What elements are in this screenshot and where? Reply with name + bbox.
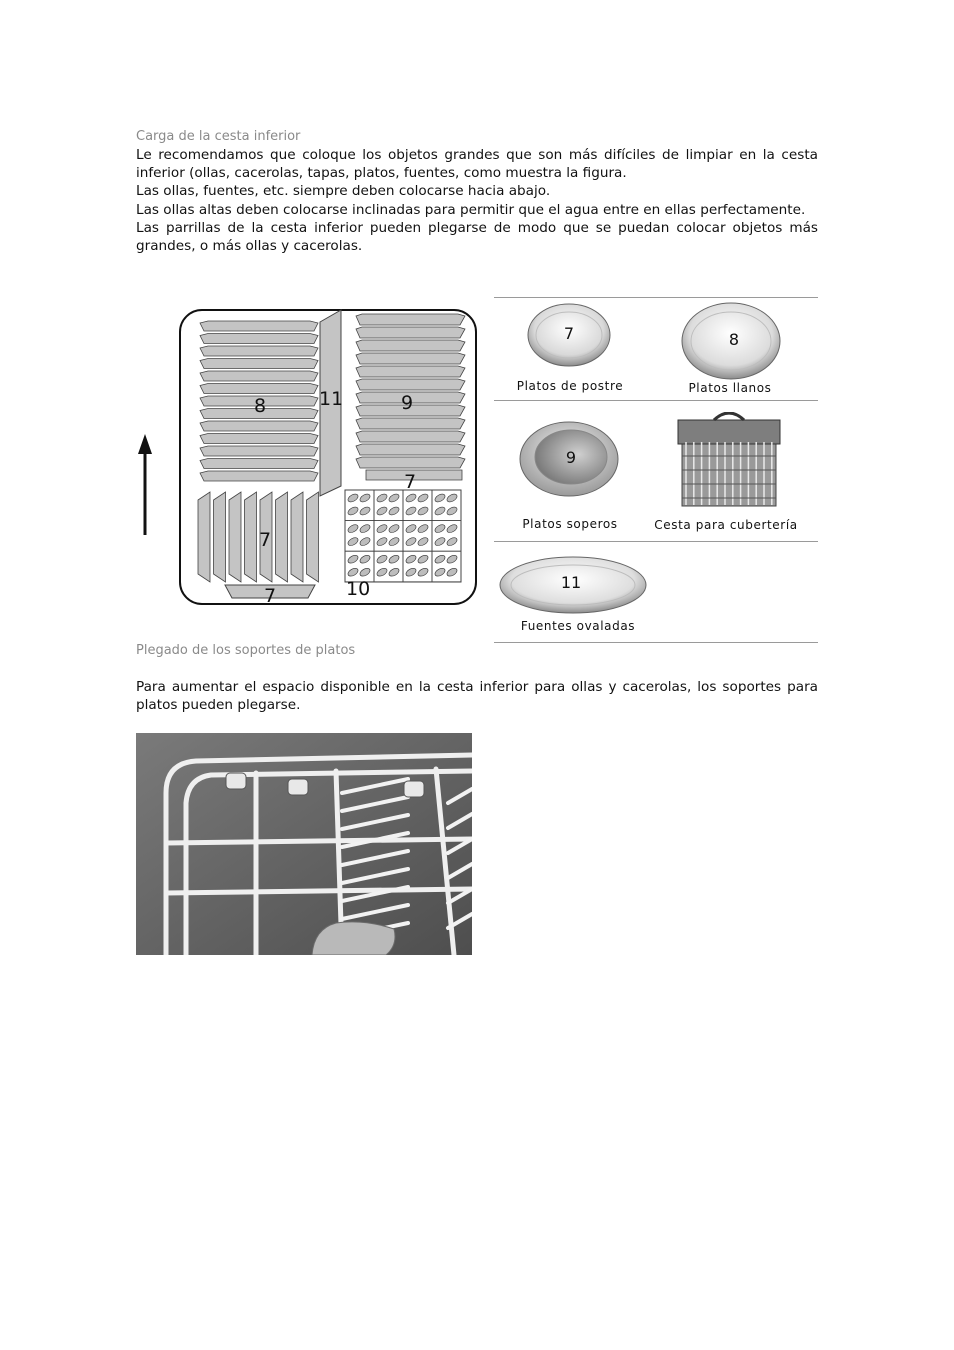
section-title-loading: Carga de la cesta inferior [136, 129, 301, 144]
legend-label-platter: Fuentes ovaladas [520, 619, 636, 633]
rack-photo [136, 733, 472, 955]
legend-number: 7 [563, 324, 575, 343]
plate-shape [200, 346, 318, 356]
plate-shape [200, 321, 318, 331]
cutlery-basket-icon [674, 412, 784, 510]
folding-paragraph [136, 678, 818, 714]
plate-shape [356, 366, 465, 377]
label-plates-9: 9 [401, 392, 414, 414]
plate-shape [200, 384, 318, 394]
legend-label-dessert: Platos de postre [516, 379, 624, 393]
legend-label-soup: Platos soperos [522, 517, 618, 531]
plate-shape [291, 492, 303, 582]
plate-shape [214, 492, 226, 582]
paragraph-line: Para aumentar el espacio disponible en la cesta inferior para ollas y cacerolas, los soportes para platos pueden plegarse. [136, 679, 818, 714]
label-dessert-top-7: 7 [404, 471, 417, 493]
plate-shape [356, 457, 465, 468]
plate-shape [356, 431, 465, 442]
plate-shape [356, 340, 465, 351]
legend-number: 9 [565, 448, 577, 467]
plate-shape [198, 492, 210, 582]
plate-shape [200, 334, 318, 344]
dessert-plate-icon [524, 302, 614, 368]
paragraph-line: Las ollas altas deben colocarse inclinadas para permitir que el agua entre en ellas perfectamente. [136, 201, 806, 218]
label-cutlery-10: 10 [346, 578, 371, 600]
soup-plate-icon [519, 417, 619, 497]
label-front-7: 7 [264, 585, 277, 607]
legend-number: 11 [560, 573, 582, 592]
plate-shape [200, 459, 318, 469]
plate-shape [356, 327, 465, 338]
plate-shape [200, 421, 318, 431]
plate-shape [200, 359, 318, 369]
plate-shape [307, 492, 319, 582]
label-dessert-7: 7 [259, 529, 272, 551]
table-rule [494, 541, 818, 542]
plate-shape [200, 471, 318, 481]
legend-table [494, 297, 818, 643]
paragraph-line: Le recomendamos que coloque los objetos grandes que son más difíciles de limpiar en la cesta inferior (ollas, cacerolas, tapas, platos, fuentes, como muestra la figura. [136, 147, 818, 182]
lower-basket-diagram [130, 290, 490, 620]
plate-shape [356, 418, 465, 429]
section-title-folding: Plegado de los soportes de platos [136, 643, 356, 658]
legend-label-flat: Platos llanos [688, 381, 772, 395]
paragraph-line: Las parrillas de la cesta inferior pueden plegarse de modo que se puedan colocar objetos más grandes, o más ollas y cacerolas. [136, 219, 818, 255]
plate-shape [356, 353, 465, 364]
plate-shape [200, 371, 318, 381]
plate-shape [276, 492, 288, 582]
table-rule [494, 642, 818, 643]
label-platter-11: 11 [319, 388, 344, 410]
cutlery-basket-shape [345, 490, 461, 582]
oval-platter-icon [498, 555, 648, 617]
plate-shape [200, 446, 318, 456]
intro-paragraph [136, 146, 818, 255]
table-rule [494, 297, 818, 298]
plate-shape [356, 314, 465, 325]
label-plates-8: 8 [254, 395, 267, 417]
flat-plate-icon [680, 301, 782, 381]
legend-label-cutlery: Cesta para cubertería [654, 518, 798, 532]
plate-shape [245, 492, 257, 582]
legend-number: 8 [728, 330, 740, 349]
plate-shape [356, 444, 465, 455]
plate-shape [356, 379, 465, 390]
direction-arrow-icon [138, 434, 152, 535]
plate-shape [229, 492, 241, 582]
paragraph-line: Las ollas, fuentes, etc. siempre deben colocarse hacia abajo. [136, 183, 551, 200]
table-rule [494, 400, 818, 401]
plate-shape [200, 434, 318, 444]
